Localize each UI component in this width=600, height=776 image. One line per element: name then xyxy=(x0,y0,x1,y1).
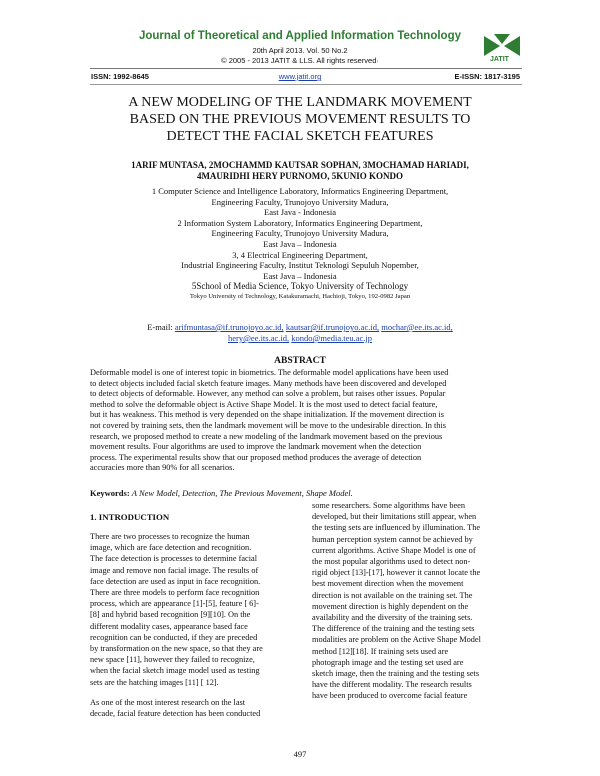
copyright: © 2005 - 2013 JATIT & LLS. All rights reserved· xyxy=(221,56,379,65)
text-line: when the facial sketch image model used as testing xyxy=(90,666,260,676)
text-line: sets are the hatching images [11] [ 12]. xyxy=(90,677,219,687)
authors-line-2: 4MAURIDHI HERY PURNOMO, 5KUNIO KONDO xyxy=(196,171,404,181)
title-line-1: A NEW MODELING OF THE LANDMARK MOVEMENT xyxy=(128,95,472,110)
affil-2-line-3: East Java – Indonesia xyxy=(263,238,337,249)
text-line: movement direction is highly dependent on the xyxy=(312,601,469,611)
text-line: photograph image and the testing set used are xyxy=(312,657,464,667)
text-line: modalities are problem on the Active Shape Model xyxy=(312,635,481,645)
affiliations xyxy=(90,186,510,303)
abstract-line: to detect objects of deformable. However, any method can solve a problem, but raises other issues. Popular xyxy=(90,389,446,399)
text-line: The face detection is processes to determine facial xyxy=(90,554,258,564)
abstract-line: movement results. Four algorithms are used to improve the landmark movement when the detection xyxy=(90,442,422,452)
text-line: rigid object [13]-[17], however it cannot locate the xyxy=(312,568,481,578)
affil-3-line-1: 3, 4 Electrical Engineering Department, xyxy=(232,249,368,260)
abstract-line: but it has weakness. This method is very depended on the shape initialization. If the movement direction is xyxy=(90,410,444,420)
affil-5-line-1: 5School of Media Science, Tokyo University of Technology xyxy=(191,281,409,292)
abstract-heading: ABSTRACT xyxy=(274,356,326,366)
header-rule xyxy=(90,68,522,69)
text-line: decade, facial feature detection has been conducted xyxy=(90,709,261,719)
abstract-body xyxy=(90,368,522,474)
abstract-line: research, we proposed method to create a new modeling of the landmark movement based on the previous xyxy=(90,431,443,441)
text-line: There are two processes to recognize the human xyxy=(90,532,250,541)
text-line: have the different modality. The research results xyxy=(312,680,472,690)
authors-line-1: 1ARIF MUNTASA, 2MOCHAMMD KAUTSAR SOPHAN, 3MOCHAMAD HARIADI, xyxy=(131,160,469,170)
logo-text: JATIT xyxy=(490,56,509,63)
eissn: E-ISSN: 1817-3195 xyxy=(454,72,520,81)
abstract-line: process. The experimental results show that our proposed method produces the average of detection xyxy=(90,452,422,462)
text-line: best movement direction when the movement xyxy=(312,579,464,589)
affil-1-line-3: East Java - Indonesia xyxy=(264,207,336,218)
text-line: image, which are face detection and recognition. xyxy=(90,543,252,553)
text-line: The difference of the training and the testing sets xyxy=(312,624,475,634)
abstract-line: not covered by training sets, then the landmark movement will be move to the undesirable direction. In this xyxy=(90,420,446,430)
jatit-logo xyxy=(482,32,522,66)
text-line: the testing sets are influenced by illumination. The xyxy=(312,523,481,533)
text-line: image and remove non facial image. The results of xyxy=(90,565,259,575)
text-line: process, which are appearance [1]-[5], feature [ 6]- xyxy=(90,599,259,609)
intro-right-column xyxy=(312,500,522,702)
email-label: E-mail: xyxy=(147,322,173,332)
text-line: recognition can be conducted, if they are preceded xyxy=(90,632,258,642)
text-line: the most popular algorithms used to detect non- xyxy=(312,557,471,567)
text-line: direction is not available on the training set. The xyxy=(312,590,473,600)
title-line-2: BASED ON THE PREVIOUS MOVEMENT RESULTS TO xyxy=(129,112,471,127)
affil-2-line-1: 2 Information System Laboratory, Informatics Engineering Department, xyxy=(177,217,423,228)
email-block xyxy=(100,322,500,344)
text-line xyxy=(90,688,300,697)
text-line: face detection are used as input in face recognition. xyxy=(90,576,261,586)
text-line: There are three models to perform face recognition xyxy=(90,588,260,598)
text-line: method [12][18]. If training sets used are xyxy=(312,646,449,656)
text-line: some researchers. Some algorithms have been xyxy=(312,501,465,510)
text-line: new space [11], however they failed to recognize, xyxy=(90,655,255,665)
text-line: by transformation on the new space, so that they are xyxy=(90,644,263,654)
page-number: 497 xyxy=(293,749,307,759)
abstract-line: to detect objects included facial sketch feature images. Many methods have been discovered and developed xyxy=(90,378,447,388)
affil-1-line-2: Engineering Faculty, Trunojoyo University Madura, xyxy=(211,196,389,207)
date-volume: 20th April 2013. Vol. 50 No.2 xyxy=(252,46,348,55)
keywords-label: Keywords: xyxy=(90,488,130,498)
email-5[interactable]: kondo@media.teu.ac.jp xyxy=(291,333,373,343)
email-2[interactable]: kautsar@if.trunojoyo.ac.id, xyxy=(285,322,380,332)
issn: ISSN: 1992-8645 xyxy=(91,72,149,81)
journal-title: Journal of Theoretical and Applied Information Technology xyxy=(138,30,462,42)
paper-title xyxy=(80,94,520,145)
text-line: availability and the diversity of the training sets. xyxy=(312,613,473,623)
abstract-line: accuracies more than 90% for all scenarios. xyxy=(90,463,235,473)
affil-3-line-3: East Java – Indonesia xyxy=(263,270,337,281)
affil-1-line-1: 1 Computer Science and Intelligence Laboratory, Informatics Engineering Department, xyxy=(151,186,449,196)
text-line: current algorithms. Active Shape Model is one of xyxy=(312,545,476,555)
affil-3-line-2: Industrial Engineering Faculty, Institut Teknologi Sepuluh Nopember, xyxy=(181,260,419,271)
text-line: sketch image, then the training and the testing sets xyxy=(312,669,480,679)
text-line: As one of the most interest research on the last xyxy=(90,697,246,707)
journal-url[interactable]: www.jatit.org xyxy=(278,72,322,81)
email-4[interactable]: hery@ee.its.ac.id, xyxy=(227,333,290,343)
text-line: different modality cases, appearance based face xyxy=(90,621,248,631)
text-line: [8] and hybrid based recognition [9][10]. On the xyxy=(90,610,251,620)
section-heading: 1. INTRODUCTION xyxy=(90,512,170,522)
intro-left-column xyxy=(90,531,300,719)
text-line: human perception system cannot be achieved by xyxy=(312,534,473,544)
abstract-line: method to solve the deformable object is Active Shape Model. It is the most used to detect facial feature, xyxy=(90,399,438,409)
keywords xyxy=(90,488,522,498)
abstract-line: Deformable model is one of interest topic in biometrics. The deformable model applications have been used xyxy=(90,368,449,377)
text-line: developed, but their limitations still appear, when xyxy=(312,512,477,522)
email-1[interactable]: arifmuntasa@if.trunojoyo.ac.id, xyxy=(174,322,284,332)
title-line-3: DETECT THE FACIAL SKETCH FEATURES xyxy=(166,129,434,144)
email-3[interactable]: mochar@ee.its.ac.id, xyxy=(381,322,453,332)
affil-5-line-2: Tokyo University of Technology, Katakuramachi, Hachioji, Tokyo, 192-0982 Japan xyxy=(189,292,411,300)
keywords-text: A New Model, Detection, The Previous Movement, Shape Model. xyxy=(131,488,353,498)
authors xyxy=(80,160,520,182)
header-rule-2 xyxy=(90,84,522,85)
affil-2-line-2: Engineering Faculty, Trunojoyo University Madura, xyxy=(211,228,389,239)
text-line: have been produced to overcome facial feature xyxy=(312,691,468,701)
